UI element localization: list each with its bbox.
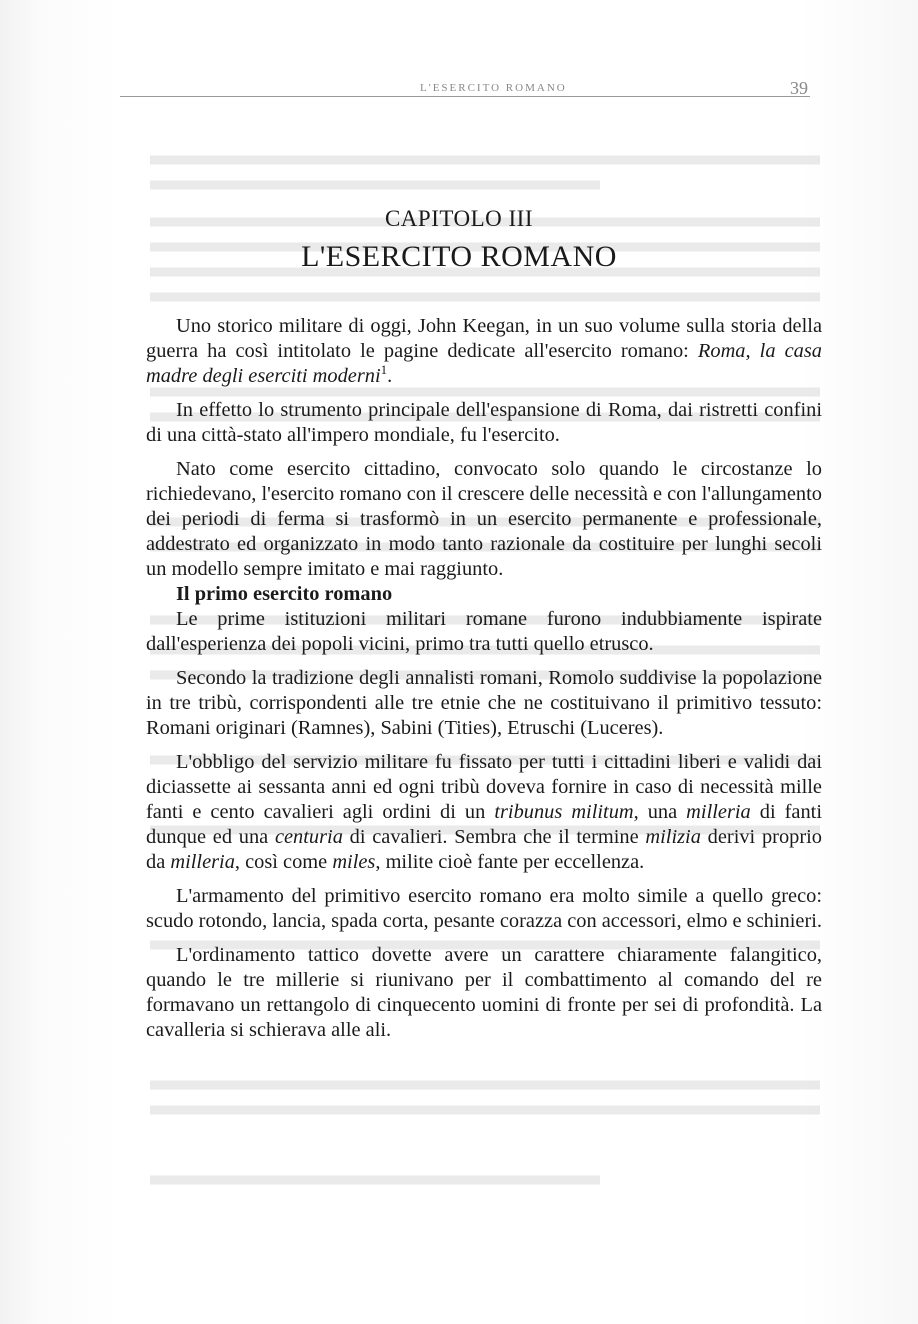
p6-part-c: di fanti dunque ed una <box>146 801 822 848</box>
page-number: 39 <box>790 78 808 98</box>
p6-part-f: , così come <box>234 851 333 873</box>
footnote-marker: 1 <box>380 362 388 378</box>
term-miles: miles <box>332 851 376 873</box>
body-text <box>146 314 822 1043</box>
p6-part-d: di cavalieri. Sembra che il termine <box>342 826 646 848</box>
paragraph-7: L'armamento del primitivo esercito romano era molto simile a quello greco: scudo rotondo, lancia, spada corta, pesante corazza con accessori, elmo e schinieri. <box>146 885 822 932</box>
paragraph-3: Nato come esercito cittadino, convocato solo quando le circostanze lo richiedevano, l'esercito romano con il crescere delle necessità e con l'allungamento dei periodi di ferma si trasformò in un esercito permanente e professionale, addestrato ed organizzato in modo tanto razionale da costituire per lunghi secoli un modello sempre imitato e mai raggiunto. <box>146 458 822 580</box>
section-heading: Il primo esercito romano <box>176 583 393 605</box>
paragraph-1 <box>146 314 822 389</box>
running-head <box>120 78 820 102</box>
p6-part-b: , una <box>633 801 687 823</box>
book-title-quote: Roma, la casa madre degli eserciti moderni <box>146 340 822 387</box>
term-milizia: milizia <box>645 826 701 848</box>
paragraph-4: Le prime istituzioni militari romane furono indubbiamente ispirate dall'esperienza dei popoli vicini, primo tra tutti quello etrusco. <box>146 608 822 655</box>
paragraph-8: L'ordinamento tattico dovette avere un carattere chiaramente falangitico, quando le tre millerie si riunivano per il combattimento al comando del re formavano un rettangolo di cinquecento uomini di fronte per sei di profondità. La cavalleria si schierava alle ali. <box>146 944 822 1041</box>
paragraph-5: Secondo la tradizione degli annalisti romani, Romolo suddivise la popolazione in tre tribù, corrispondenti alle tre etnie che ne costituivano il primitivo tessuto: Romani originari (Ramnes), Sabini (Tities), Etruschi (Luceres). <box>146 667 822 739</box>
chapter-title: L'ESERCITO ROMANO <box>301 240 617 273</box>
term-milleria: milleria <box>686 801 751 823</box>
running-head-title: L'ESERCITO ROMANO <box>420 82 567 94</box>
term-tribunus-militum: tribunus militum <box>494 801 634 823</box>
term-centuria: centuria <box>274 826 343 848</box>
paragraph-1-end: . <box>387 365 393 387</box>
term-milleria-2: milleria <box>170 851 235 873</box>
chapter-label: CAPITOLO III <box>384 206 534 231</box>
paragraph-1-text: Uno storico militare di oggi, John Keegan, in un suo volume sulla storia della guerra ha così intitolato le pagine dedicate all'esercito romano: <box>146 315 822 362</box>
p6-part-a: L'obbligo del servizio militare fu fissato per tutti i cittadini liberi e validi dai diciassette ai sessanta anni ed ogni tribù doveva fornire in caso di necessità mille fanti e cento cavalieri agli ordini di un <box>146 751 822 823</box>
paragraph-2: In effetto lo strumento principale dell'espansione di Roma, dai ristretti confini di una città-stato all'impero mondiale, fu l'esercito. <box>146 399 822 446</box>
p6-part-g: , milite cioè fante per eccellenza. <box>375 851 645 873</box>
running-head-rule <box>120 96 810 97</box>
paragraph-6 <box>146 750 822 875</box>
p6-part-e: derivi proprio da <box>146 826 822 873</box>
